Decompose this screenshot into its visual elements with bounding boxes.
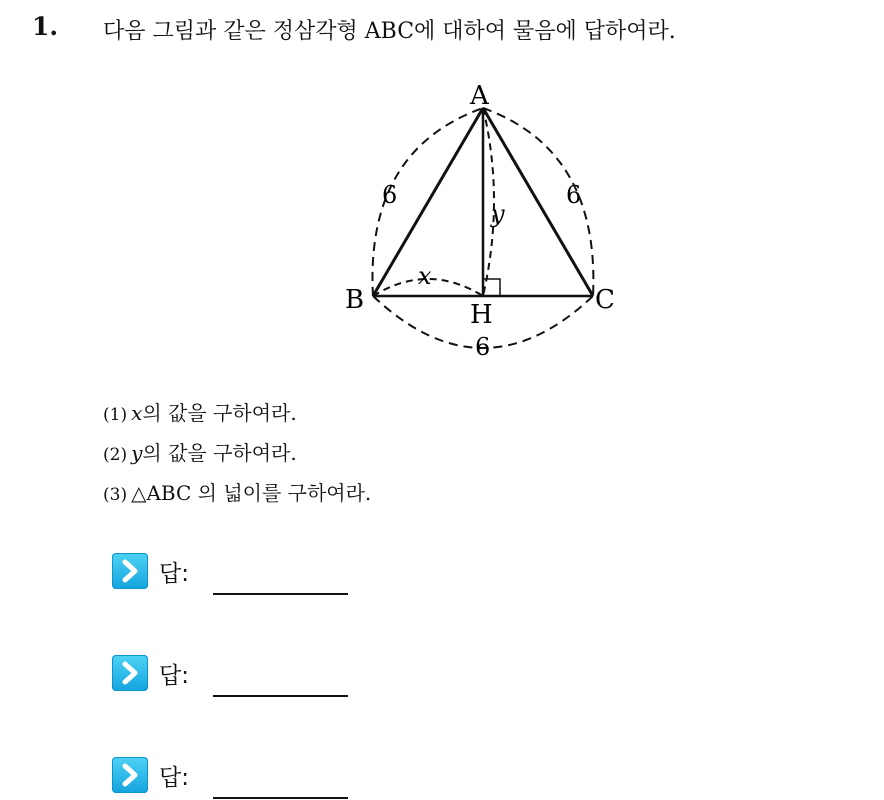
- answer-label: 답:: [159, 561, 189, 587]
- answer-row-1: [112, 553, 412, 593]
- answer-label: 답:: [159, 765, 189, 791]
- label-side-bc: 6: [475, 333, 491, 361]
- triangle-figure: [0, 0, 884, 370]
- label-x: x: [418, 262, 432, 290]
- label-h: H: [470, 300, 493, 330]
- label-side-ab: 6: [382, 181, 398, 209]
- answer-row-2: [112, 655, 412, 695]
- answer-blank[interactable]: [213, 593, 348, 595]
- answer-blank[interactable]: [213, 797, 348, 799]
- sub-question-var: y: [131, 441, 143, 465]
- chevron-right-icon: [112, 655, 148, 691]
- chevron-right-icon: [112, 757, 148, 793]
- label-y: y: [491, 200, 505, 228]
- sub-question-number: (1): [103, 405, 128, 425]
- sub-question-number: (3): [103, 485, 128, 505]
- chevron-right-icon: [112, 553, 148, 589]
- sub-question-3: [103, 477, 371, 506]
- label-b: B: [345, 285, 365, 315]
- sub-question-2: [103, 437, 297, 466]
- sub-question-text: 의 넓이를 구하여라.: [191, 481, 372, 505]
- label-side-ac: 6: [566, 181, 582, 209]
- sub-question-var: △ABC: [131, 481, 192, 505]
- sub-question-number: (2): [103, 445, 128, 465]
- question-number: 1.: [32, 12, 59, 41]
- label-a: A: [470, 81, 489, 111]
- question-text: 다음 그림과 같은 정삼각형 ABC에 대하여 물음에 답하여라.: [103, 19, 676, 44]
- sub-question-text: 의 값을 구하여라.: [142, 401, 297, 425]
- label-c: C: [595, 285, 615, 315]
- sub-question-1: [103, 397, 297, 426]
- answer-blank[interactable]: [213, 695, 348, 697]
- answer-row-3: [112, 757, 412, 797]
- sub-question-text: 의 값을 구하여라.: [142, 441, 297, 465]
- sub-question-var: x: [131, 401, 143, 425]
- answer-label: 답:: [159, 663, 189, 689]
